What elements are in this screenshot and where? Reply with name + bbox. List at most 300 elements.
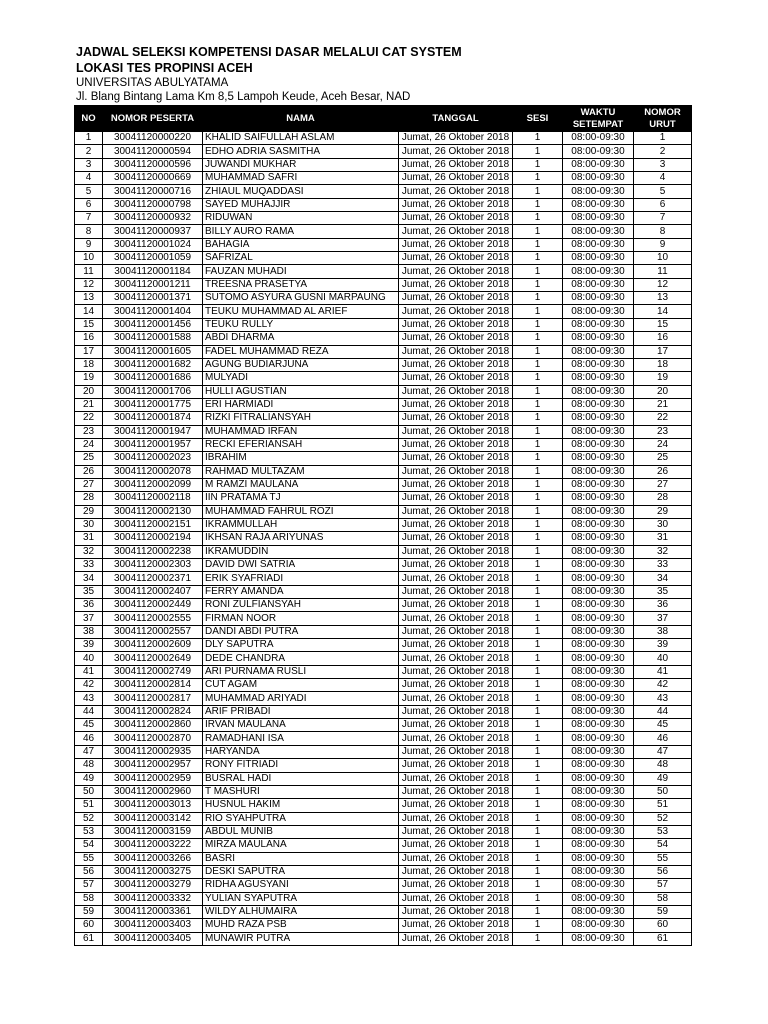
cell-waktu: 08:00-09:30 — [563, 852, 634, 865]
cell-no: 55 — [75, 852, 103, 865]
cell-sesi: 1 — [513, 932, 563, 945]
cell-no: 7 — [75, 212, 103, 225]
cell-tanggal: Jumat, 26 Oktober 2018 — [399, 132, 513, 145]
cell-tanggal: Jumat, 26 Oktober 2018 — [399, 398, 513, 411]
cell-nomor-urut: 52 — [634, 812, 692, 825]
cell-sesi: 1 — [513, 225, 563, 238]
cell-tanggal: Jumat, 26 Oktober 2018 — [399, 612, 513, 625]
cell-nomor-peserta: 30041120003266 — [103, 852, 203, 865]
cell-nama: FIRMAN NOOR — [203, 612, 399, 625]
cell-waktu: 08:00-09:30 — [563, 145, 634, 158]
cell-waktu: 08:00-09:30 — [563, 545, 634, 558]
cell-waktu: 08:00-09:30 — [563, 532, 634, 545]
cell-nama: MULYADI — [203, 372, 399, 385]
cell-sesi: 1 — [513, 505, 563, 518]
cell-waktu: 08:00-09:30 — [563, 625, 634, 638]
cell-nomor-urut: 12 — [634, 278, 692, 291]
cell-nomor-urut: 27 — [634, 478, 692, 491]
cell-sesi: 1 — [513, 825, 563, 838]
cell-nomor-urut: 45 — [634, 719, 692, 732]
cell-nama: IKRAMUDDIN — [203, 545, 399, 558]
cell-nomor-peserta: 30041120002407 — [103, 585, 203, 598]
location-title: LOKASI TES PROPINSI ACEH — [76, 61, 253, 75]
cell-sesi: 1 — [513, 665, 563, 678]
cell-waktu: 08:00-09:30 — [563, 252, 634, 265]
table-row — [75, 438, 692, 451]
cell-nomor-urut: 30 — [634, 518, 692, 531]
cell-sesi: 1 — [513, 452, 563, 465]
cell-no: 37 — [75, 612, 103, 625]
cell-no: 60 — [75, 919, 103, 932]
cell-nama: DAVID DWI SATRIA — [203, 559, 399, 572]
cell-sesi: 1 — [513, 705, 563, 718]
cell-no: 21 — [75, 398, 103, 411]
cell-waktu: 08:00-09:30 — [563, 398, 634, 411]
table-row — [75, 318, 692, 331]
cell-nomor-urut: 3 — [634, 158, 692, 171]
cell-sesi: 1 — [513, 599, 563, 612]
cell-nomor-peserta: 30041120001947 — [103, 425, 203, 438]
cell-no: 4 — [75, 172, 103, 185]
cell-sesi: 1 — [513, 839, 563, 852]
cell-nama: RIDUWAN — [203, 212, 399, 225]
cell-waktu: 08:00-09:30 — [563, 679, 634, 692]
cell-nomor-peserta: 30041120003275 — [103, 865, 203, 878]
cell-waktu: 08:00-09:30 — [563, 238, 634, 251]
cell-nomor-peserta: 30041120001588 — [103, 332, 203, 345]
institution-address: Jl. Blang Bintang Lama Km 8,5 Lampoh Keude, Aceh Besar, NAD — [76, 91, 411, 103]
table-row — [75, 385, 692, 398]
cell-nama: BASRI — [203, 852, 399, 865]
cell-no: 49 — [75, 772, 103, 785]
cell-tanggal: Jumat, 26 Oktober 2018 — [399, 785, 513, 798]
cell-nama: T MASHURI — [203, 785, 399, 798]
cell-nama: BILLY AURO RAMA — [203, 225, 399, 238]
cell-nomor-urut: 54 — [634, 839, 692, 852]
cell-nama: MIRZA MAULANA — [203, 839, 399, 852]
cell-tanggal: Jumat, 26 Oktober 2018 — [399, 425, 513, 438]
cell-nomor-urut: 6 — [634, 198, 692, 211]
cell-waktu: 08:00-09:30 — [563, 345, 634, 358]
cell-waktu: 08:00-09:30 — [563, 265, 634, 278]
cell-nomor-urut: 4 — [634, 172, 692, 185]
cell-waktu: 08:00-09:30 — [563, 278, 634, 291]
cell-waktu: 08:00-09:30 — [563, 465, 634, 478]
table-row — [75, 625, 692, 638]
cell-sesi: 1 — [513, 518, 563, 531]
cell-sesi: 1 — [513, 238, 563, 251]
cell-nomor-urut: 57 — [634, 879, 692, 892]
cell-tanggal: Jumat, 26 Oktober 2018 — [399, 478, 513, 491]
cell-nomor-urut: 33 — [634, 559, 692, 572]
cell-tanggal: Jumat, 26 Oktober 2018 — [399, 745, 513, 758]
table-row — [75, 865, 692, 878]
cell-no: 10 — [75, 252, 103, 265]
cell-no: 15 — [75, 318, 103, 331]
cell-waktu: 08:00-09:30 — [563, 385, 634, 398]
cell-tanggal: Jumat, 26 Oktober 2018 — [399, 545, 513, 558]
cell-no: 5 — [75, 185, 103, 198]
cell-nama: IBRAHIM — [203, 452, 399, 465]
cell-tanggal: Jumat, 26 Oktober 2018 — [399, 238, 513, 251]
cell-tanggal: Jumat, 26 Oktober 2018 — [399, 812, 513, 825]
cell-no: 36 — [75, 599, 103, 612]
cell-waktu: 08:00-09:30 — [563, 412, 634, 425]
cell-nomor-peserta: 30041120002151 — [103, 518, 203, 531]
cell-nomor-urut: 24 — [634, 438, 692, 451]
cell-sesi: 1 — [513, 198, 563, 211]
cell-nomor-peserta: 30041120002078 — [103, 465, 203, 478]
cell-tanggal: Jumat, 26 Oktober 2018 — [399, 572, 513, 585]
cell-nomor-urut: 43 — [634, 692, 692, 705]
cell-sesi: 1 — [513, 639, 563, 652]
cell-sesi: 1 — [513, 438, 563, 451]
cell-nomor-peserta: 30041120000798 — [103, 198, 203, 211]
cell-nomor-urut: 26 — [634, 465, 692, 478]
cell-nomor-peserta: 30041120003142 — [103, 812, 203, 825]
cell-sesi: 1 — [513, 372, 563, 385]
cell-sesi: 1 — [513, 145, 563, 158]
cell-sesi: 1 — [513, 865, 563, 878]
table-row — [75, 305, 692, 318]
cell-sesi: 1 — [513, 532, 563, 545]
cell-no: 25 — [75, 452, 103, 465]
cell-tanggal: Jumat, 26 Oktober 2018 — [399, 252, 513, 265]
cell-waktu: 08:00-09:30 — [563, 212, 634, 225]
cell-nama: TEUKU MUHAMMAD AL ARIEF — [203, 305, 399, 318]
cell-no: 27 — [75, 478, 103, 491]
cell-sesi: 1 — [513, 132, 563, 145]
table-row — [75, 759, 692, 772]
cell-nama: SUTOMO ASYURA GUSNI MARPAUNG — [203, 292, 399, 305]
cell-no: 1 — [75, 132, 103, 145]
cell-sesi: 1 — [513, 385, 563, 398]
cell-no: 23 — [75, 425, 103, 438]
cell-sesi: 1 — [513, 692, 563, 705]
cell-nama: RECKI EFERIANSAH — [203, 438, 399, 451]
cell-nomor-urut: 21 — [634, 398, 692, 411]
table-row — [75, 852, 692, 865]
institution-name: UNIVERSITAS ABULYATAMA — [76, 77, 229, 89]
cell-nama: RIO SYAHPUTRA — [203, 812, 399, 825]
cell-waktu: 08:00-09:30 — [563, 879, 634, 892]
cell-tanggal: Jumat, 26 Oktober 2018 — [399, 145, 513, 158]
cell-tanggal: Jumat, 26 Oktober 2018 — [399, 532, 513, 545]
cell-no: 51 — [75, 799, 103, 812]
cell-sesi: 1 — [513, 679, 563, 692]
cell-tanggal: Jumat, 26 Oktober 2018 — [399, 652, 513, 665]
cell-no: 52 — [75, 812, 103, 825]
cell-nomor-peserta: 30041120000596 — [103, 158, 203, 171]
cell-waktu: 08:00-09:30 — [563, 732, 634, 745]
cell-tanggal: Jumat, 26 Oktober 2018 — [399, 372, 513, 385]
cell-nomor-urut: 51 — [634, 799, 692, 812]
cell-nomor-peserta: 30041120002023 — [103, 452, 203, 465]
table-row — [75, 478, 692, 491]
cell-nomor-peserta: 30041120002959 — [103, 772, 203, 785]
cell-tanggal: Jumat, 26 Oktober 2018 — [399, 599, 513, 612]
cell-waktu: 08:00-09:30 — [563, 892, 634, 905]
cell-nomor-peserta: 30041120001184 — [103, 265, 203, 278]
cell-nomor-peserta: 30041120001682 — [103, 358, 203, 371]
cell-waktu: 08:00-09:30 — [563, 438, 634, 451]
table-row — [75, 332, 692, 345]
cell-no: 9 — [75, 238, 103, 251]
table-row — [75, 532, 692, 545]
cell-waktu: 08:00-09:30 — [563, 799, 634, 812]
table-row — [75, 345, 692, 358]
table-row — [75, 252, 692, 265]
table-header-row — [75, 106, 692, 132]
cell-no: 38 — [75, 625, 103, 638]
header-tanggal: TANGGAL — [399, 106, 513, 132]
cell-waktu: 08:00-09:30 — [563, 372, 634, 385]
cell-tanggal: Jumat, 26 Oktober 2018 — [399, 318, 513, 331]
cell-nama: HULLI AGUSTIAN — [203, 385, 399, 398]
cell-nomor-peserta: 30041120000716 — [103, 185, 203, 198]
table-row — [75, 785, 692, 798]
cell-nomor-urut: 1 — [634, 132, 692, 145]
cell-sesi: 1 — [513, 172, 563, 185]
cell-nomor-urut: 8 — [634, 225, 692, 238]
cell-waktu: 08:00-09:30 — [563, 932, 634, 945]
cell-nomor-urut: 16 — [634, 332, 692, 345]
cell-waktu: 08:00-09:30 — [563, 612, 634, 625]
cell-waktu: 08:00-09:30 — [563, 478, 634, 491]
table-row — [75, 559, 692, 572]
cell-nomor-urut: 49 — [634, 772, 692, 785]
cell-nama: ARIF PRIBADI — [203, 705, 399, 718]
cell-nomor-peserta: 30041120001371 — [103, 292, 203, 305]
cell-nomor-urut: 18 — [634, 358, 692, 371]
document-title: JADWAL SELEKSI KOMPETENSI DASAR MELALUI CAT SYSTEM — [76, 45, 462, 59]
cell-nomor-urut: 19 — [634, 372, 692, 385]
cell-nomor-urut: 56 — [634, 865, 692, 878]
cell-tanggal: Jumat, 26 Oktober 2018 — [399, 518, 513, 531]
cell-nomor-peserta: 30041120001059 — [103, 252, 203, 265]
cell-tanggal: Jumat, 26 Oktober 2018 — [399, 265, 513, 278]
cell-tanggal: Jumat, 26 Oktober 2018 — [399, 278, 513, 291]
cell-no: 47 — [75, 745, 103, 758]
table-row — [75, 665, 692, 678]
cell-nomor-peserta: 30041120000669 — [103, 172, 203, 185]
cell-nama: BUSRAL HADI — [203, 772, 399, 785]
cell-nomor-peserta: 30041120001024 — [103, 238, 203, 251]
cell-tanggal: Jumat, 26 Oktober 2018 — [399, 932, 513, 945]
cell-nomor-urut: 61 — [634, 932, 692, 945]
cell-no: 29 — [75, 505, 103, 518]
table-row — [75, 572, 692, 585]
cell-waktu: 08:00-09:30 — [563, 172, 634, 185]
cell-nomor-urut: 31 — [634, 532, 692, 545]
table-row — [75, 545, 692, 558]
cell-nama: IKHSAN RAJA ARIYUNAS — [203, 532, 399, 545]
cell-nama: FADEL MUHAMMAD REZA — [203, 345, 399, 358]
cell-sesi: 1 — [513, 345, 563, 358]
cell-nomor-peserta: 30041120002557 — [103, 625, 203, 638]
cell-nomor-peserta: 30041120002609 — [103, 639, 203, 652]
cell-tanggal: Jumat, 26 Oktober 2018 — [399, 639, 513, 652]
cell-tanggal: Jumat, 26 Oktober 2018 — [399, 465, 513, 478]
cell-tanggal: Jumat, 26 Oktober 2018 — [399, 358, 513, 371]
cell-sesi: 1 — [513, 585, 563, 598]
cell-no: 3 — [75, 158, 103, 171]
cell-nomor-urut: 55 — [634, 852, 692, 865]
cell-nama: TREESNA PRASETYA — [203, 278, 399, 291]
cell-waktu: 08:00-09:30 — [563, 225, 634, 238]
cell-nomor-peserta: 30041120000220 — [103, 132, 203, 145]
cell-no: 24 — [75, 438, 103, 451]
cell-nama: RIZKI FITRALIANSYAH — [203, 412, 399, 425]
cell-waktu: 08:00-09:30 — [563, 518, 634, 531]
cell-nomor-urut: 39 — [634, 639, 692, 652]
table-row — [75, 518, 692, 531]
cell-tanggal: Jumat, 26 Oktober 2018 — [399, 559, 513, 572]
cell-sesi: 1 — [513, 265, 563, 278]
cell-waktu: 08:00-09:30 — [563, 652, 634, 665]
cell-tanggal: Jumat, 26 Oktober 2018 — [399, 332, 513, 345]
cell-nama: SAYED MUHAJJIR — [203, 198, 399, 211]
cell-nama: IKRAMMULLAH — [203, 518, 399, 531]
cell-no: 50 — [75, 785, 103, 798]
cell-nama: DLY SAPUTRA — [203, 639, 399, 652]
header-waktu-setempat: WAKTU SETEMPAT — [563, 106, 634, 132]
cell-tanggal: Jumat, 26 Oktober 2018 — [399, 305, 513, 318]
cell-waktu: 08:00-09:30 — [563, 905, 634, 918]
cell-tanggal: Jumat, 26 Oktober 2018 — [399, 679, 513, 692]
cell-no: 20 — [75, 385, 103, 398]
cell-nama: DANDI ABDI PUTRA — [203, 625, 399, 638]
cell-nama: ARI PURNAMA RUSLI — [203, 665, 399, 678]
table-row — [75, 892, 692, 905]
header-no: NO — [75, 106, 103, 132]
cell-nomor-urut: 9 — [634, 238, 692, 251]
cell-sesi: 1 — [513, 852, 563, 865]
cell-no: 31 — [75, 532, 103, 545]
table-row — [75, 358, 692, 371]
cell-waktu: 08:00-09:30 — [563, 759, 634, 772]
cell-sesi: 1 — [513, 572, 563, 585]
cell-waktu: 08:00-09:30 — [563, 305, 634, 318]
cell-sesi: 1 — [513, 719, 563, 732]
cell-nomor-urut: 35 — [634, 585, 692, 598]
cell-tanggal: Jumat, 26 Oktober 2018 — [399, 292, 513, 305]
cell-nama: MUHAMMAD SAFRI — [203, 172, 399, 185]
table-row — [75, 292, 692, 305]
cell-nomor-urut: 28 — [634, 492, 692, 505]
cell-no: 18 — [75, 358, 103, 371]
cell-sesi: 1 — [513, 332, 563, 345]
cell-nama: M RAMZI MAULANA — [203, 478, 399, 491]
cell-nama: MUHAMMAD ARIYADI — [203, 692, 399, 705]
cell-nomor-peserta: 30041120001686 — [103, 372, 203, 385]
cell-nomor-urut: 41 — [634, 665, 692, 678]
cell-no: 58 — [75, 892, 103, 905]
cell-nama: KHALID SAIFULLAH ASLAM — [203, 132, 399, 145]
cell-nama: RAMADHANI ISA — [203, 732, 399, 745]
cell-nomor-urut: 14 — [634, 305, 692, 318]
cell-sesi: 1 — [513, 919, 563, 932]
cell-nomor-peserta: 30041120002824 — [103, 705, 203, 718]
document-header — [76, 44, 462, 104]
cell-tanggal: Jumat, 26 Oktober 2018 — [399, 185, 513, 198]
cell-nama: FERRY AMANDA — [203, 585, 399, 598]
cell-nomor-peserta: 30041120002860 — [103, 719, 203, 732]
cell-sesi: 1 — [513, 559, 563, 572]
cell-nomor-peserta: 30041120002749 — [103, 665, 203, 678]
table-row — [75, 278, 692, 291]
cell-tanggal: Jumat, 26 Oktober 2018 — [399, 839, 513, 852]
table-row — [75, 679, 692, 692]
cell-tanggal: Jumat, 26 Oktober 2018 — [399, 705, 513, 718]
table-row — [75, 732, 692, 745]
cell-no: 61 — [75, 932, 103, 945]
cell-tanggal: Jumat, 26 Oktober 2018 — [399, 719, 513, 732]
cell-nama: ABDI DHARMA — [203, 332, 399, 345]
cell-nomor-urut: 2 — [634, 145, 692, 158]
cell-nomor-peserta: 30041120002935 — [103, 745, 203, 758]
cell-no: 8 — [75, 225, 103, 238]
cell-nomor-urut: 44 — [634, 705, 692, 718]
cell-waktu: 08:00-09:30 — [563, 865, 634, 878]
cell-tanggal: Jumat, 26 Oktober 2018 — [399, 852, 513, 865]
cell-waktu: 08:00-09:30 — [563, 639, 634, 652]
cell-no: 40 — [75, 652, 103, 665]
cell-nomor-urut: 5 — [634, 185, 692, 198]
cell-no: 46 — [75, 732, 103, 745]
table-row — [75, 185, 692, 198]
table-row — [75, 812, 692, 825]
cell-tanggal: Jumat, 26 Oktober 2018 — [399, 799, 513, 812]
cell-sesi: 1 — [513, 185, 563, 198]
cell-nomor-peserta: 30041120003159 — [103, 825, 203, 838]
cell-nama: RONY FITRIADI — [203, 759, 399, 772]
table-row — [75, 265, 692, 278]
table-row — [75, 492, 692, 505]
table-row — [75, 372, 692, 385]
cell-no: 12 — [75, 278, 103, 291]
table-row — [75, 452, 692, 465]
cell-nomor-urut: 60 — [634, 919, 692, 932]
header-nomor-urut: NOMOR URUT — [634, 106, 692, 132]
cell-no: 56 — [75, 865, 103, 878]
cell-no: 14 — [75, 305, 103, 318]
cell-sesi: 1 — [513, 745, 563, 758]
cell-tanggal: Jumat, 26 Oktober 2018 — [399, 732, 513, 745]
header-nomor-peserta: NOMOR PESERTA — [103, 106, 203, 132]
cell-nomor-peserta: 30041120002449 — [103, 599, 203, 612]
cell-no: 42 — [75, 679, 103, 692]
cell-nama: SAFRIZAL — [203, 252, 399, 265]
cell-nomor-peserta: 30041120002649 — [103, 652, 203, 665]
cell-no: 16 — [75, 332, 103, 345]
cell-nomor-urut: 32 — [634, 545, 692, 558]
table-row — [75, 599, 692, 612]
table-row — [75, 238, 692, 251]
cell-tanggal: Jumat, 26 Oktober 2018 — [399, 452, 513, 465]
cell-sesi: 1 — [513, 785, 563, 798]
cell-nomor-peserta: 30041120001211 — [103, 278, 203, 291]
cell-nomor-peserta: 30041120003222 — [103, 839, 203, 852]
cell-no: 45 — [75, 719, 103, 732]
cell-nomor-peserta: 30041120002118 — [103, 492, 203, 505]
cell-nomor-urut: 38 — [634, 625, 692, 638]
table-row — [75, 585, 692, 598]
cell-no: 48 — [75, 759, 103, 772]
cell-sesi: 1 — [513, 652, 563, 665]
cell-nama: BAHAGIA — [203, 238, 399, 251]
cell-sesi: 1 — [513, 212, 563, 225]
